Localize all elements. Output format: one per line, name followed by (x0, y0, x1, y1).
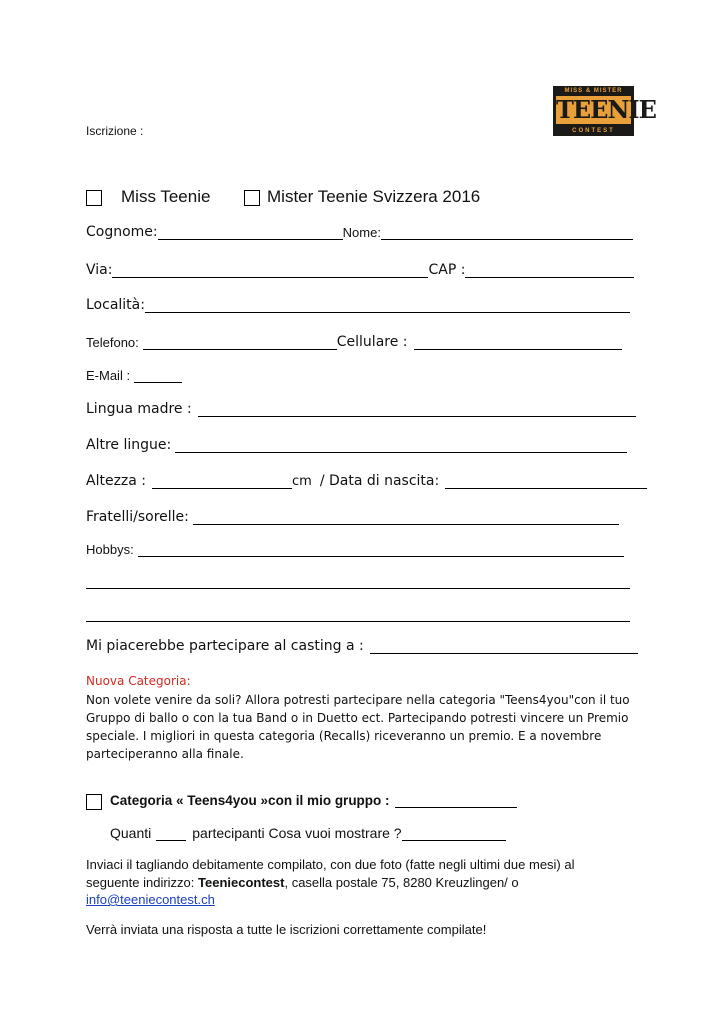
cognome-label: Cognome: (86, 224, 158, 240)
localita-field[interactable] (145, 298, 630, 313)
miss-teenie-checkbox[interactable] (86, 190, 102, 206)
altre-lingue-label: Altre lingue: (86, 437, 172, 453)
teens4you-label: Categoria « Teens4you »con il mio gruppo : (110, 793, 390, 808)
cellulare-label: Cellulare : (336, 334, 408, 350)
altezza-field[interactable] (152, 474, 292, 489)
lingua-madre-label: Lingua madre : (86, 401, 192, 417)
hobbys-line-2[interactable] (86, 574, 630, 589)
teens4you-checkbox[interactable] (86, 794, 102, 810)
footer-line-2 (86, 875, 519, 890)
via-cap-row (86, 262, 634, 278)
hobbys-line-3[interactable] (86, 607, 630, 622)
casting-label: Mi piacerebbe partecipare al casting a : (86, 638, 364, 654)
teenie-contest-logo: MISS & MISTER TEENIE CONTEST (553, 86, 634, 136)
casting-row (86, 638, 638, 654)
hobbys-field[interactable] (138, 542, 624, 557)
partecipanti-label: partecipanti Cosa vuoi mostrare ? (192, 825, 402, 841)
mister-teenie-label: Mister Teenie Svizzera 2016 (267, 187, 481, 206)
hobbys-row (86, 542, 624, 557)
fratelli-field[interactable] (193, 510, 619, 525)
lingua-row (86, 401, 636, 417)
nuova-categoria-text: Non volete venire da soli? Allora potresti partecipare nella categoria "Teens4you"con il tuo Gruppo di ballo o con la tua Band o in Duetto ect. Partecipando potresti vincere un Premio speciale. I migliori in questa categoria (Recalls) riceveranno un premio. E a novembre parteciperanno alla finale. (86, 693, 630, 761)
mister-teenie-checkbox[interactable] (244, 190, 260, 206)
cognome-nome-row (86, 224, 633, 240)
closing-text: Verrà inviata una risposta a tutte le iscrizioni correttamente compilate! (86, 922, 487, 937)
email-row (86, 368, 182, 383)
altre-lingue-field[interactable] (175, 438, 627, 453)
footer-line-1: Inviaci il tagliando debitamente compilato, con due foto (fatte negli ultimi due mesi) al (86, 857, 575, 872)
altezza-label: Altezza : (86, 473, 147, 489)
fratelli-label: Fratelli/sorelle: (86, 509, 189, 525)
email-link-row (86, 892, 215, 907)
miss-teenie-label: Miss Teenie (121, 187, 211, 206)
lingua-madre-field[interactable] (198, 402, 636, 417)
altezza-row (86, 473, 647, 489)
telefono-label: Telefono: (86, 335, 139, 350)
quanti-row (110, 825, 506, 841)
nome-label: Nome: (342, 225, 381, 240)
teens4you-field[interactable] (395, 793, 517, 808)
fratelli-row (86, 509, 619, 525)
nuova-categoria-title: Nuova Categoria: (86, 674, 191, 688)
cap-field[interactable] (465, 263, 634, 278)
footer-line-2-pre: seguente indirizzo: (86, 875, 199, 890)
quanti-field[interactable] (156, 826, 186, 841)
via-label: Via: (86, 262, 113, 278)
localita-label: Località: (86, 297, 145, 313)
cap-label: CAP : (428, 262, 466, 278)
localita-row (86, 297, 630, 313)
altre-lingue-row (86, 437, 627, 453)
casting-field[interactable] (370, 639, 638, 654)
cellulare-field[interactable] (414, 335, 622, 350)
telefono-field[interactable] (143, 335, 337, 350)
email-field[interactable] (134, 368, 182, 383)
via-field[interactable] (112, 263, 428, 278)
data-nascita-field[interactable] (445, 474, 647, 489)
nome-field[interactable] (381, 225, 633, 240)
email-label: E-Mail : (86, 368, 131, 383)
data-nascita-label: / Data di nascita: (319, 473, 440, 489)
hobbys-label: Hobbys: (86, 542, 134, 557)
cosa-mostrare-field[interactable] (402, 826, 506, 841)
cm-label: cm (292, 474, 312, 489)
teeniecontest-name: Teeniecontest (198, 875, 285, 890)
teens4you-row (110, 793, 517, 808)
email-link[interactable]: info@teeniecontest.ch (86, 892, 215, 907)
form-title: Iscrizione : (86, 124, 144, 138)
telefono-cellulare-row (86, 334, 622, 350)
quanti-label: Quanti (110, 825, 152, 841)
cognome-field[interactable] (158, 225, 343, 240)
footer-line-2-post: , casella postale 75, 8280 Kreuzlingen/ o (284, 875, 519, 890)
